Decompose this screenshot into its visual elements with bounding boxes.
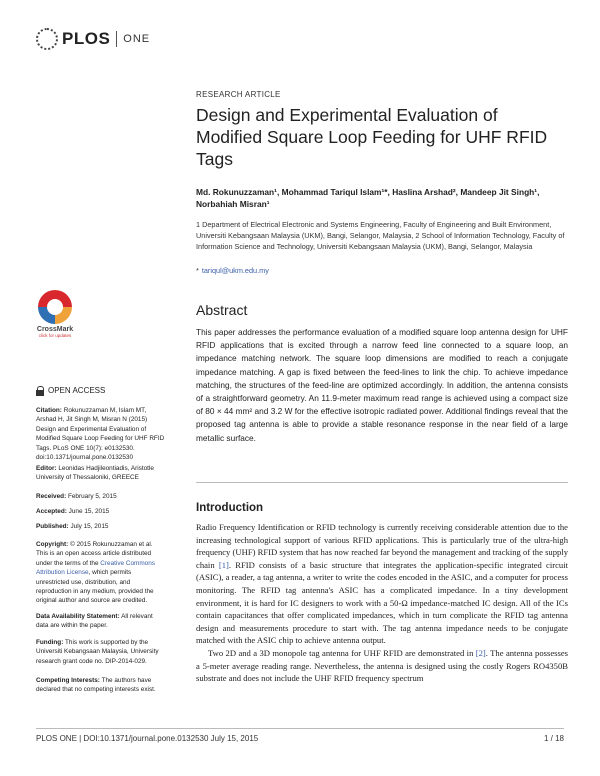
citation: Citation: Rokunuzzaman M, Islam MT, Arshad H, Jit Singh M, Misran N (2015) Design and Experimental Evaluation of Modified Square Loop Feeding for UHF RFID Tags. PLoS ONE 10(7): e0132530. doi:10.1371/journal.pone.0132530 (36, 407, 165, 462)
intro-paragraph-1: Radio Frequency Identification or RFID technology is currently receiving considerable attention due to the increasing technological support of various RFID applications. This is particularly true of the ultra-high frequency (UHF) RFID system that has now reached far beyond the management and tracking of the supply chain [1]. RFID consists of a basic structure that integrates the application-specific integrated circuit (ASIC), a reader, a tag antenna, a writer to write the codes encoded in the ASIC, and a computer for process monitoring. The RFID tag antenna's ASIC has a complicated impedance. In a tiny development environment, it is hard for IC designers to work with a 50-Ω impedance-matched IC design. All of the ICs contain capacitances that offer complicated impedances, which in turn complicate the RFID tag antenna design and measurements procedure to start with. The tag antenna impedance needs to be conjugate matched with the ASIC chip to achieve antenna output. (196, 522, 568, 646)
abstract-heading: Abstract (196, 302, 248, 318)
competing-interests: Competing Interests: The authors have declared that no competing interests exist. (36, 677, 156, 694)
author-line-2: Norbahiah Misran¹ (196, 199, 270, 209)
abstract-body: This paper addresses the performance evaluation of a modified square loop antenna design for UHF RFID applications that is excited through a narrow feed line connected to a square loop, an impedance matching network. The square loop dimensions are modified to reach a conjugate impedance matching. A gap is fixed between the feed-lines to link the chip. To achieve impedance matching, the structures of the feed-line are optimized accordingly. In addition, the antenna consists of a straightforward geometry. An 11.9-meter maximum read range is achieved using a compact size of 80 × 44 mm² and 3.2 W for the effective isotropic radiated power. Additional findings reveal that the proposed tag antenna is able to provide a stable resonance response in the near field of a large metallic surface. (196, 327, 568, 443)
page-number: 1 / 18 (543, 734, 564, 743)
author-list (196, 186, 568, 210)
copyright: Copyright: © 2015 Rokunuzzaman et al. This is an open access article distributed under the terms of the Creative Commons Attribution License, which permits unrestricted use, distribution, and reproduction in any medium, provided the original author and source are credited. (36, 541, 155, 605)
accepted-date: Accepted: June 15, 2015 (36, 508, 110, 515)
logo-divider (116, 31, 117, 47)
footer-divider (36, 728, 564, 729)
intro-heading: Introduction (196, 502, 264, 514)
reference-link-2[interactable]: [2] (475, 647, 486, 658)
editor: Editor: Leonidas Hadjileontiadis, Aristotle University of Thessaloniki, GREECE (36, 465, 154, 482)
page-footer (36, 734, 564, 743)
crossmark-label: CrossMark (36, 326, 74, 333)
paper-title: Design and Experimental Evaluation of Modified Square Loop Feeding for UHF RFID Tags (196, 105, 548, 169)
received-date: Received: February 5, 2015 (36, 493, 117, 500)
data-availability: Data Availability Statement: All relevant data are within the paper. (36, 613, 153, 630)
license-link[interactable]: Creative Commons Attribution License (36, 559, 155, 577)
corresponding-email (196, 266, 568, 275)
article-type: RESEARCH ARTICLE (196, 90, 281, 99)
plos-logo (36, 28, 150, 50)
email-marker: * (196, 266, 199, 275)
brand-name: PLOS (62, 29, 111, 48)
intro-paragraph-2: Two 2D and a 3D monopole tag antenna for UHF RFID are demonstrated in [2]. The antenna possesses a 5-meter average reading range. Nevertheless, the antenna is designed using the costly Rogers RO4350B substrate and does not include the UHF RFID frequency spectrum (196, 647, 569, 684)
crossmark-badge[interactable] (36, 290, 74, 338)
email-link[interactable]: tariqul@ukm.edu.my (201, 266, 269, 275)
section-divider (196, 482, 568, 483)
intro-body (196, 521, 568, 685)
journal-name: ONE (123, 33, 151, 45)
open-lock-icon (36, 386, 44, 396)
footer-citation: PLOS ONE | DOI:10.1371/journal.pone.0132530 July 15, 2015 (36, 734, 259, 743)
reference-link-1[interactable]: [1] (218, 559, 229, 570)
open-access-label: OPEN ACCESS (36, 386, 166, 396)
affiliations: 1 Department of Electrical Electronic and Systems Engineering, Faculty of Engineering and Built Environment, Universiti Kebangsaan Malaysia (UKM), Bangi, Selangor, Malaysia, 2 School of Information Technology, Faculty of Information Science and Technology, Universiti Kebangsaan Malaysia (UKM), Bangi, Selangor, Malaysia (196, 220, 565, 251)
author-line-1: Md. Rokunuzzaman¹, Mohammad Tariqul Islam¹*, Haslina Arshad², Mandeep Jit Singh¹, (196, 187, 540, 197)
published-date: Published: July 15, 2015 (36, 523, 109, 530)
funding: Funding: This work is supported by the Universiti Kebangsaan Malaysia, University research grant code no. DIP-2014-029. (36, 639, 159, 665)
crossmark-icon (38, 290, 72, 324)
crossmark-sub: click for updates (38, 333, 72, 338)
plos-mark-icon (36, 28, 58, 50)
